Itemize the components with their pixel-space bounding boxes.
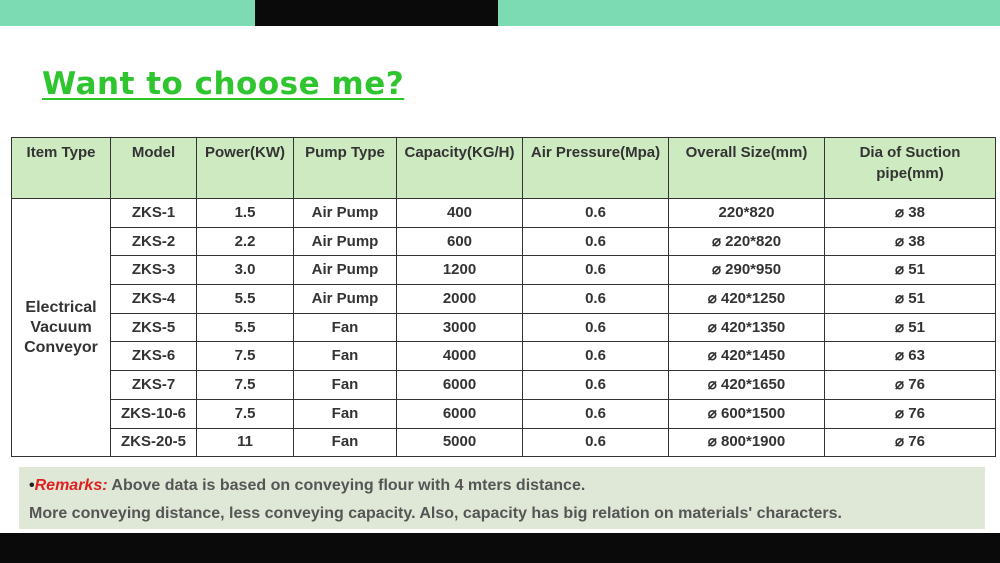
table-row [12, 285, 996, 314]
table-cell: ⌀ 38 [825, 199, 996, 228]
table-cell: ZKS-4 [111, 285, 197, 314]
table-cell: 5.5 [197, 313, 294, 342]
table-cell: 3.0 [197, 256, 294, 285]
table-row [12, 227, 996, 256]
remarks-text-1: Above data is based on conveying flour with 4 mters distance. [107, 477, 586, 494]
table-cell: ZKS-10-6 [111, 399, 197, 428]
table-cell: ZKS-2 [111, 227, 197, 256]
table-cell: ⌀ 76 [825, 371, 996, 400]
remarks-line-1 [29, 477, 585, 495]
table-cell: ⌀ 600*1500 [669, 399, 825, 428]
remarks-line-2: More conveying distance, less conveying capacity. Also, capacity has big relation on materials' characters. [29, 505, 842, 522]
table-cell: Fan [294, 342, 397, 371]
top-accent-bar-left [0, 0, 255, 26]
header-cell: Air Pressure(Mpa) [523, 138, 669, 199]
table-cell: ZKS-20-5 [111, 428, 197, 457]
table-cell: 0.6 [523, 313, 669, 342]
table-cell: ⌀ 76 [825, 428, 996, 457]
spec-table [11, 137, 996, 457]
table-cell: ⌀ 51 [825, 256, 996, 285]
table-cell: 7.5 [197, 342, 294, 371]
table-cell: 220*820 [669, 199, 825, 228]
table-cell: ⌀ 63 [825, 342, 996, 371]
remarks-label: Remarks: [34, 477, 108, 494]
table-row [12, 256, 996, 285]
table-cell: 5000 [397, 428, 523, 457]
header-cell: Power(KW) [197, 138, 294, 199]
header-cell: Overall Size(mm) [669, 138, 825, 199]
table-cell: Fan [294, 399, 397, 428]
table-header-row [12, 138, 996, 199]
remarks-box [19, 467, 985, 529]
table-cell: ZKS-7 [111, 371, 197, 400]
table-cell: 0.6 [523, 428, 669, 457]
table-cell: 1.5 [197, 199, 294, 228]
table-cell: Fan [294, 313, 397, 342]
table-cell: ⌀ 51 [825, 313, 996, 342]
table-cell: ZKS-3 [111, 256, 197, 285]
table-cell: 1200 [397, 256, 523, 285]
header-cell: Model [111, 138, 197, 199]
table-cell: 400 [397, 199, 523, 228]
table-cell: 0.6 [523, 342, 669, 371]
table-row [12, 313, 996, 342]
header-cell: Capacity(KG/H) [397, 138, 523, 199]
table-cell: 0.6 [523, 227, 669, 256]
top-accent-bar-middle [255, 0, 498, 26]
table-cell: 11 [197, 428, 294, 457]
header-cell: Dia of Suction pipe(mm) [825, 138, 996, 199]
table-cell: Air Pump [294, 227, 397, 256]
table-cell: 0.6 [523, 285, 669, 314]
bullet-icon: • [29, 477, 35, 494]
table-cell: Fan [294, 371, 397, 400]
table-cell: 5.5 [197, 285, 294, 314]
top-accent-bar-right [498, 0, 1000, 26]
header-cell: Item Type [12, 138, 111, 199]
page-title: Want to choose me? [42, 66, 405, 102]
table-cell: 0.6 [523, 256, 669, 285]
table-cell: 0.6 [523, 371, 669, 400]
table-cell: 0.6 [523, 199, 669, 228]
table-cell: ⌀ 51 [825, 285, 996, 314]
table-cell: Air Pump [294, 256, 397, 285]
bottom-bar [0, 533, 1000, 563]
table-cell: 6000 [397, 371, 523, 400]
table-cell: 6000 [397, 399, 523, 428]
table-row [12, 428, 996, 457]
header-cell: Pump Type [294, 138, 397, 199]
table-row [12, 399, 996, 428]
table-cell: ⌀ 800*1900 [669, 428, 825, 457]
table-cell: ⌀ 420*1450 [669, 342, 825, 371]
table-cell: ⌀ 420*1650 [669, 371, 825, 400]
table-cell: ⌀ 76 [825, 399, 996, 428]
table-cell: ZKS-5 [111, 313, 197, 342]
table-cell: 0.6 [523, 399, 669, 428]
table-cell: ZKS-6 [111, 342, 197, 371]
table-cell: 7.5 [197, 371, 294, 400]
table-cell: ⌀ 38 [825, 227, 996, 256]
table-cell: ⌀ 220*820 [669, 227, 825, 256]
table-cell: Fan [294, 428, 397, 457]
table-row [12, 342, 996, 371]
table-cell: 600 [397, 227, 523, 256]
table-cell: 7.5 [197, 399, 294, 428]
table-cell: Air Pump [294, 199, 397, 228]
table-cell: ⌀ 290*950 [669, 256, 825, 285]
item-type-cell: Electrical Vacuum Conveyor [12, 199, 111, 457]
table-cell: 2000 [397, 285, 523, 314]
table-cell: 4000 [397, 342, 523, 371]
table-cell: 2.2 [197, 227, 294, 256]
table-cell: ⌀ 420*1250 [669, 285, 825, 314]
table-cell: Air Pump [294, 285, 397, 314]
table-cell: ⌀ 420*1350 [669, 313, 825, 342]
table-cell: 3000 [397, 313, 523, 342]
table-row [12, 199, 996, 228]
table-cell: ZKS-1 [111, 199, 197, 228]
table-row [12, 371, 996, 400]
